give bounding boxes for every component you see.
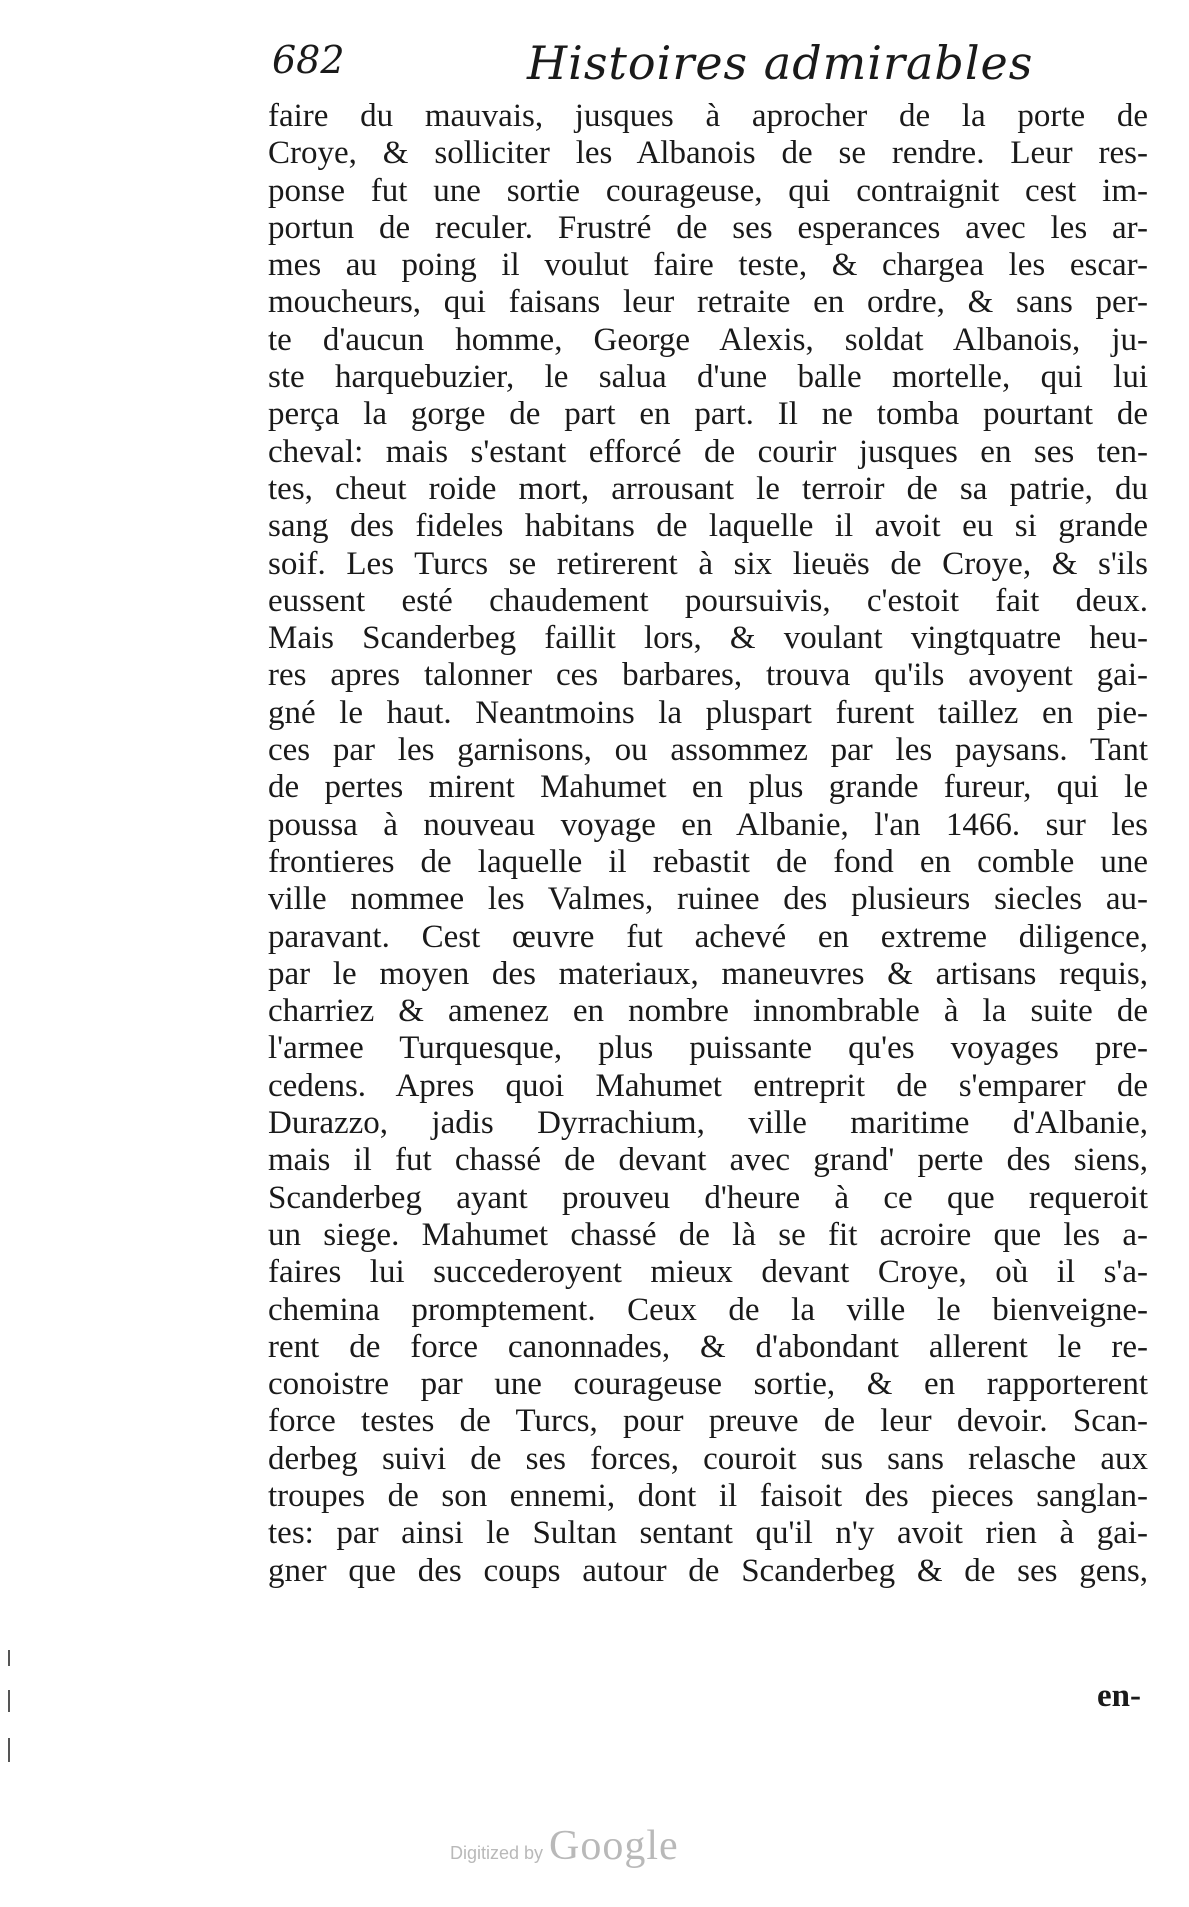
- text-line: mais il fut chassé de devant avec grand' perte des siens,: [268, 1142, 1148, 1179]
- margin-mark: [8, 1690, 10, 1712]
- text-line: gné le haut. Neantmoins la pluspart furent taillez en pie-: [268, 694, 1148, 731]
- text-line: frontieres de laquelle il rebastit de fond en comble une: [268, 843, 1148, 880]
- text-line: res apres talonner ces barbares, trouva qu'ils avoyent gai-: [268, 657, 1148, 694]
- margin-mark: [8, 1738, 10, 1762]
- text-line: tes: par ainsi le Sultan sentant qu'il n'y avoit rien à gai-: [268, 1515, 1148, 1552]
- text-line: ponse fut une sortie courageuse, qui contraignit cest im-: [268, 172, 1148, 209]
- text-line: soif. Les Turcs se retirerent à six lieuës de Croye, & s'ils: [268, 545, 1148, 582]
- page-number: 682: [272, 38, 345, 82]
- text-line: portun de reculer. Frustré de ses esperances avec les ar-: [268, 209, 1148, 246]
- digitization-watermark: [450, 1822, 679, 1870]
- text-line: cheval: mais s'estant efforcé de courir jusques en ses ten-: [268, 433, 1148, 470]
- text-line: ville nommee les Valmes, ruinee des plusieurs siecles au-: [268, 881, 1148, 918]
- text-line: de pertes mirent Mahumet en plus grande fureur, qui le: [268, 769, 1148, 806]
- google-logo: Google: [549, 1823, 679, 1869]
- text-line: faire du mauvais, jusques à aprocher de la porte de: [268, 98, 1148, 134]
- text-line: force testes de Turcs, pour preuve de leur devoir. Scan-: [268, 1403, 1148, 1440]
- text-line: Croye, & solliciter les Albanois de se rendre. Leur res-: [268, 135, 1148, 172]
- text-line: eussent esté chaudement poursuivis, c'estoit fait deux.: [268, 582, 1148, 619]
- text-line: cedens. Apres quoi Mahumet entreprit de s'emparer de: [268, 1067, 1148, 1104]
- body-text: [268, 98, 1148, 1590]
- text-line: l'armee Turquesque, plus puissante qu'es voyages pre-: [268, 1030, 1148, 1067]
- catchword: en-: [1097, 1678, 1141, 1714]
- text-line: faires lui succederoyent mieux devant Croye, où il s'a-: [268, 1254, 1148, 1291]
- text-line: moucheurs, qui faisans leur retraite en ordre, & sans per-: [268, 284, 1148, 321]
- text-line: paravant. Cest œuvre fut achevé en extreme diligence,: [268, 918, 1148, 955]
- text-line: Mais Scanderbeg faillit lors, & voulant vingtquatre heu-: [268, 620, 1148, 657]
- text-line: te d'aucun homme, George Alexis, soldat Albanois, ju-: [268, 321, 1148, 358]
- text-line: chemina promptement. Ceux de la ville le bienveigne-: [268, 1291, 1148, 1328]
- text-line: Durazzo, jadis Dyrrachium, ville maritime d'Albanie,: [268, 1105, 1148, 1142]
- text-line: derbeg suivi de ses forces, couroit sus sans relasche aux: [268, 1440, 1148, 1477]
- text-line: rent de force canonnades, & d'abondant allerent le re-: [268, 1328, 1148, 1365]
- text-line: perça la gorge de part en part. Il ne tomba pourtant de: [268, 396, 1148, 433]
- text-line: mes au poing il voulut faire teste, & chargea les escar-: [268, 247, 1148, 284]
- page-header: [272, 38, 1152, 98]
- text-line: ste harquebuzier, le salua d'une balle mortelle, qui lui: [268, 359, 1148, 396]
- text-line: Scanderbeg ayant prouveu d'heure à ce que requeroit: [268, 1179, 1148, 1216]
- watermark-digitized-label: Digitized by: [450, 1843, 544, 1863]
- text-line: ces par les garnisons, ou assommez par les paysans. Tant: [268, 732, 1148, 769]
- margin-mark: [8, 1650, 10, 1666]
- text-line: charriez & amenez en nombre innombrable à la suite de: [268, 993, 1148, 1030]
- text-line: conoistre par une courageuse sortie, & en rapporterent: [268, 1366, 1148, 1403]
- text-line: troupes de son ennemi, dont il faisoit des pieces sanglan-: [268, 1477, 1148, 1514]
- running-head: Histoires admirables: [527, 36, 1034, 90]
- text-line: par le moyen des materiaux, maneuvres & artisans requis,: [268, 955, 1148, 992]
- text-line: gner que des coups autour de Scanderbeg & de ses gens,: [268, 1552, 1148, 1589]
- text-line: un siege. Mahumet chassé de là se fit acroire que les a-: [268, 1216, 1148, 1253]
- text-line: poussa à nouveau voyage en Albanie, l'an 1466. sur les: [268, 806, 1148, 843]
- text-line: tes, cheut roide mort, arrousant le terroir de sa patrie, du: [268, 470, 1148, 507]
- text-line: sang des fideles habitans de laquelle il avoit eu si grande: [268, 508, 1148, 545]
